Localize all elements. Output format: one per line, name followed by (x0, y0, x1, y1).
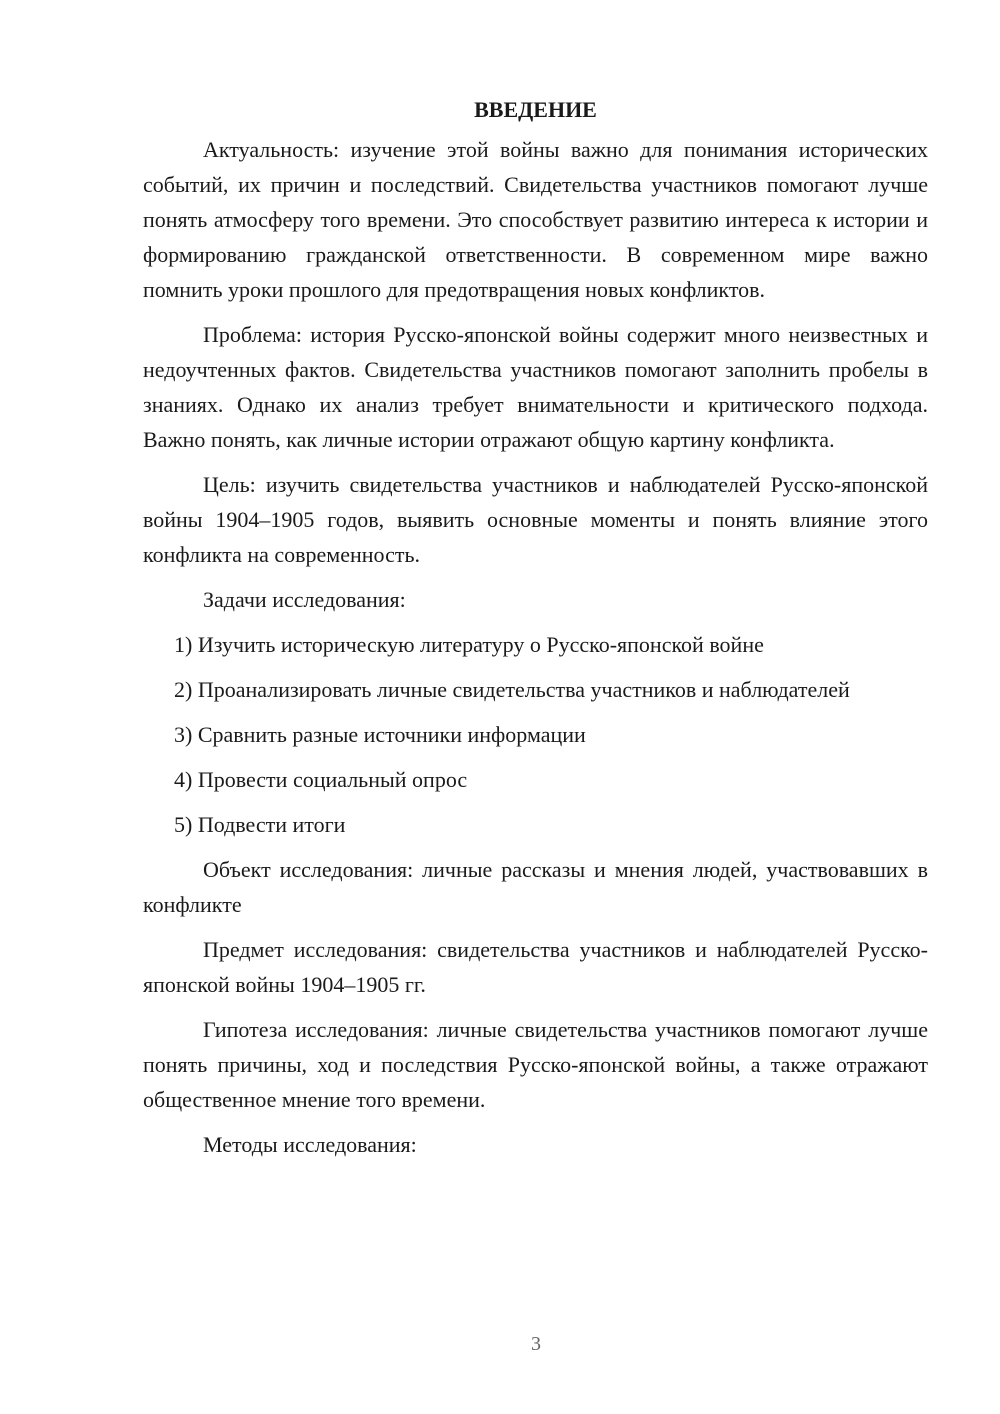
task-item-1: 1) Изучить историческую литературу о Русско-японской войне (174, 632, 764, 657)
object-paragraph: Объект исследования: личные рассказы и мнения людей, участвовавших в конфликте (143, 857, 928, 917)
task-item-2: 2) Проанализировать личные свидетельства участников и наблюдателей (174, 677, 850, 702)
problem-paragraph: Проблема: история Русско-японской войны содержит много неизвестных и недоучтенных фактов. Свидетельства участников помогают заполнить пробелы в знаниях. Однако их анализ требует внимательности и критического подхода. Важно понять, как личные истории отражают общую картину конфликта. (143, 322, 928, 452)
relevance-paragraph: Актуальность: изучение этой войны важно для понимания исторических событий, их причин и последствий. Свидетельства участников помогают лучше понять атмосферу того времени. Это способствует развитию интереса к истории и формированию гражданской ответственности. В современном мире важно помнить уроки прошлого для предотвращения новых конфликтов. (143, 137, 928, 302)
task-item-3: 3) Сравнить разные источники информации (174, 722, 586, 747)
task-item-4: 4) Провести социальный опрос (174, 767, 468, 792)
subject-paragraph: Предмет исследования: свидетельства участников и наблюдателей Русско-японской войны 1904–1905 гг. (143, 937, 928, 997)
section-heading: ВВЕДЕНИЕ (474, 97, 597, 122)
hypothesis-paragraph: Гипотеза исследования: личные свидетельства участников помогают лучше понять причины, ход и последствия Русско-японской войны, а также отражают общественное мнение того времени. (143, 1017, 928, 1112)
page-number: 3 (531, 1333, 541, 1355)
goal-paragraph: Цель: изучить свидетельства участников и наблюдателей Русско-японской войны 1904–1905 годов, выявить основные моменты и понять влияние этого конфликта на современность. (143, 472, 928, 567)
tasks-title: Задачи исследования: (203, 587, 406, 612)
methods-title: Методы исследования: (203, 1132, 417, 1157)
document-page (143, 92, 928, 1172)
task-item-5: 5) Подвести итоги (174, 812, 346, 837)
